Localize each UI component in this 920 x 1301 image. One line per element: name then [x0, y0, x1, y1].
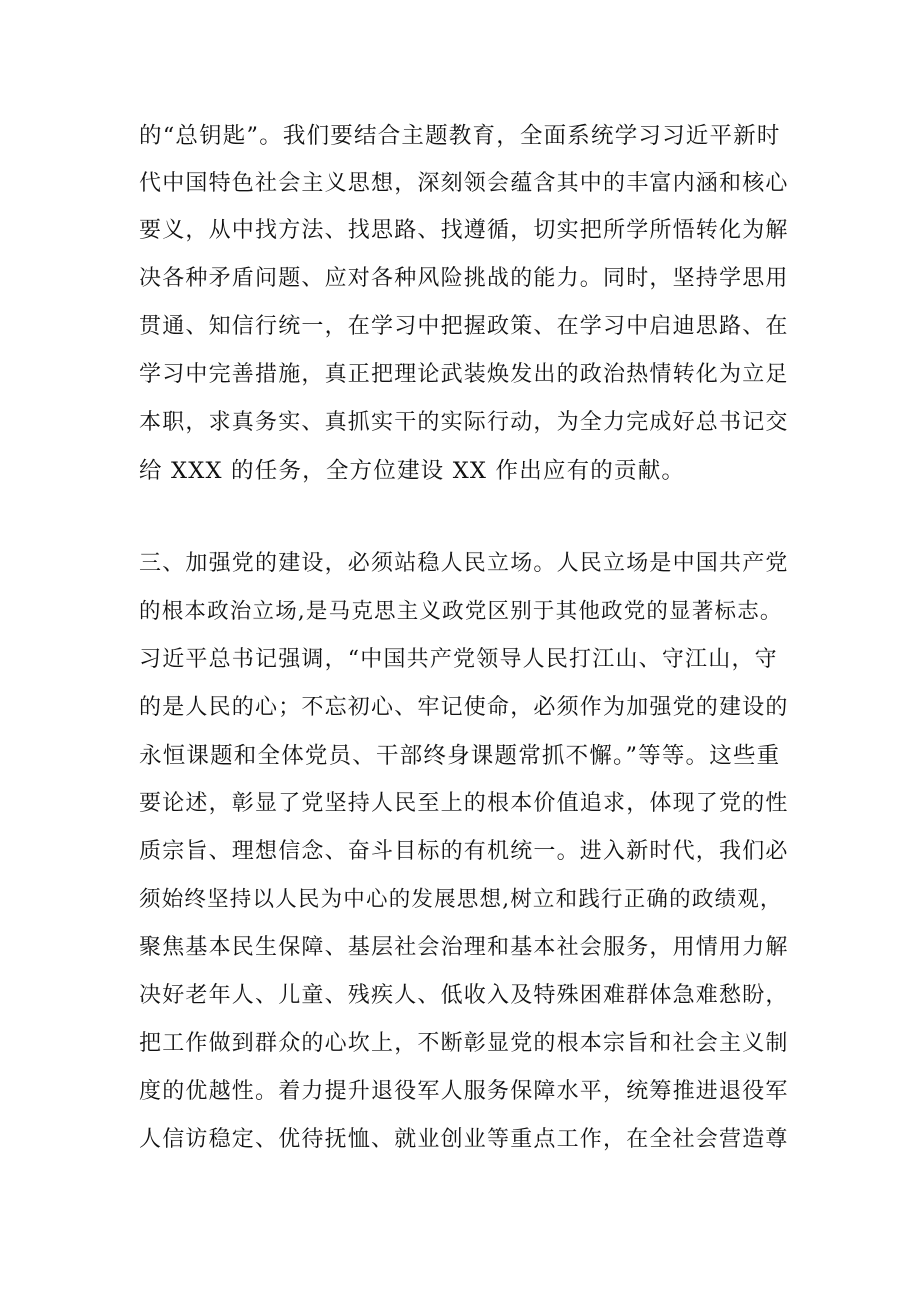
text-line: 给 XXX 的任务，全方位建设 XX 作出应有的贡献。: [139, 458, 686, 484]
text-line: 须始终坚持以人民为中心的发展思想,树立和践行正确的政绩观，: [139, 887, 783, 912]
text-line: 决好老年人、儿童、残疾人、低收入及特殊困难群体急难愁盼，: [139, 983, 789, 1008]
text-line: 三、加强党的建设，必须站稳人民立场。人民立场是中国共产党: [139, 551, 789, 576]
text-line: 代中国特色社会主义思想，深刻领会蕴含其中的丰富内涵和核心: [139, 171, 789, 196]
text-line: 聚焦基本民生保障、基层社会治理和基本社会服务，用情用力解: [139, 935, 789, 960]
text-line: 永恒课题和全体党员、干部终身课题常抓不懈。”等等。这些重: [139, 743, 781, 769]
text-line: 质宗旨、理想信念、奋斗目标的有机统一。进入新时代，我们必: [139, 839, 789, 864]
text-line: 习近平总书记强调，“中国共产党领导人民打江山、守江山，守: [139, 647, 778, 672]
text-line: 度的优越性。着力提升退役军人服务保障水平，统筹推进退役军: [139, 1079, 789, 1104]
text-line: 人信访稳定、优待抚恤、就业创业等重点工作，在全社会营造尊: [139, 1127, 789, 1152]
text-line: 把工作做到群众的心坎上，不断彰显党的根本宗旨和社会主义制: [139, 1031, 789, 1056]
text-line: 要义，从中找方法、找思路、找遵循，切实把所学所悟转化为解: [139, 218, 789, 243]
text-line: 的“总钥匙”。我们要结合主题教育，全面系统学习习近平新时: [139, 123, 781, 149]
text-line: 贯通、知信行统一，在学习中把握政策、在学习中启迪思路、在: [139, 314, 789, 339]
text-line: 学习中完善措施，真正把理论武装焕发出的政治热情转化为立足: [139, 362, 789, 387]
text-line: 要论述，彰显了党坚持人民至上的根本价值追求，体现了党的性: [139, 791, 789, 816]
text-line: 的根本政治立场,是马克思主义政党区别于其他政党的显著标志。: [139, 599, 783, 624]
text-line: 本职，求真务实、真抓实干的实际行动，为全力完成好总书记交: [139, 410, 789, 435]
text-line: 决各种矛盾问题、应对各种风险挑战的能力。同时，坚持学思用: [139, 266, 789, 291]
text-line: 的是人民的心；不忘初心、牢记使命，必须作为加强党的建设的: [139, 695, 789, 720]
